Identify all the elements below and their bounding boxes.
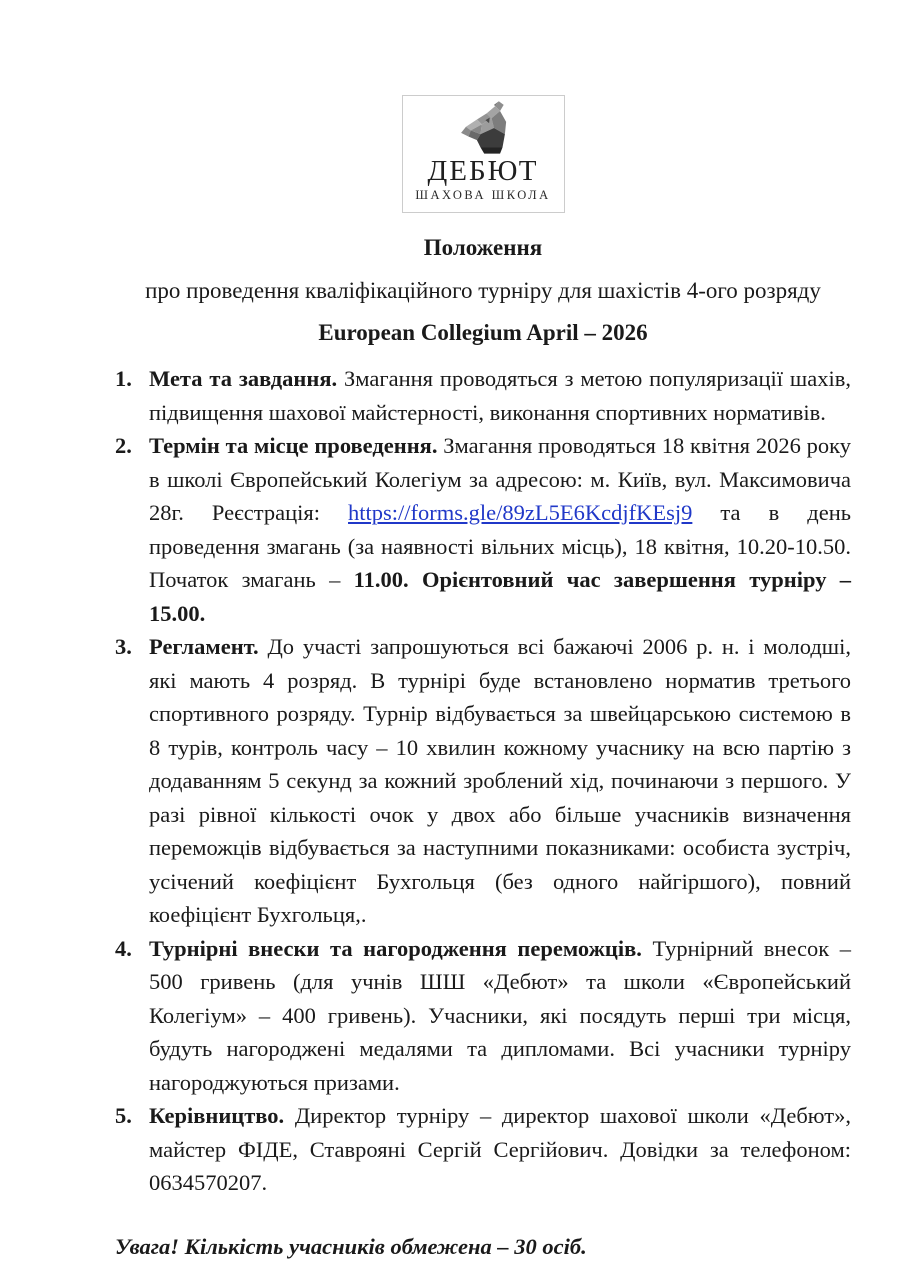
school-logo bbox=[402, 95, 565, 213]
item-text bbox=[149, 429, 851, 630]
item-heading: Керівництво. bbox=[149, 1103, 295, 1128]
item-body: Змагання проводяться з метою популяризації шахів, підвищення шахової майстерності, виконання спортивних нормативів. bbox=[149, 366, 851, 425]
item-body: Директор турніру – директор шахової школи «Дебют», майстер ФІДЕ, Ставрояні Сергій Сергійович. Довідки за телефоном: 0634570207. bbox=[149, 1103, 851, 1195]
list-item-fees-awards bbox=[115, 932, 851, 1100]
item-text bbox=[149, 932, 851, 1100]
item-heading: Регламент. bbox=[149, 634, 268, 659]
item-number: 1. bbox=[115, 366, 132, 391]
list-item-date-place bbox=[115, 429, 851, 630]
item-heading: Мета та завдання. bbox=[149, 366, 345, 391]
logo-name: ДЕБЮТ bbox=[427, 155, 539, 187]
list-item-goals bbox=[115, 362, 851, 429]
logo-tagline: ШАХОВА ШКОЛА bbox=[415, 188, 551, 203]
event-title: European Collegium April – 2026 bbox=[318, 320, 648, 345]
item-text bbox=[149, 362, 851, 429]
item-number: 3. bbox=[115, 634, 132, 659]
regulations-list bbox=[115, 362, 851, 1200]
item-text bbox=[149, 630, 851, 932]
item-number: 2. bbox=[115, 433, 132, 458]
registration-link[interactable]: https://forms.gle/89zL5E6KcdjfKEsj9 bbox=[348, 500, 693, 525]
list-item-rules bbox=[115, 630, 851, 932]
item-body: До участі запрошуються всі бажаючі 2006 р. н. і молодші, які мають 4 розряд. В турнірі буде встановлено норматив третього спортивного розряду. Турнір відбувається за швейцарською системою в 8 турів, контроль часу – 10 хвилин кожному учаснику на всю партію з додаванням 5 секунд за кожний зроблений хід, починаючи з першого. У разі рівної кількості очок у двох або більше учасників визначення переможців відбувається за наступними показниками: особиста зустріч, усічений коефіцієнт Бухгольця (без одного найгіршого), повний коефіцієнт Бухгольця,. bbox=[149, 634, 851, 927]
item-number: 5. bbox=[115, 1103, 132, 1128]
list-item-management bbox=[115, 1099, 851, 1200]
item-number: 4. bbox=[115, 935, 132, 961]
item-body: Змагання проводяться 18 квітня 2026 року в школі Європейський Колегіум за адресою: м. Київ, вул. Максимовича 28г. Реєстрація: bbox=[149, 433, 851, 525]
item-body-bold: 11.00. Орієнтовний час завершення турніру – 15.00. bbox=[149, 567, 851, 626]
item-heading: Термін та місце проведення. bbox=[149, 433, 444, 458]
doc-subtitle: про проведення кваліфікаційного турніру для шахістів 4-ого розряду bbox=[145, 278, 821, 303]
item-body: та в день проведення змагань (за наявності вільних місць), 18 квітня, 10.20-10.50. Початок змагань – bbox=[149, 500, 851, 592]
item-body: Турнірний внесок – 500 гривень (для учнів ШШ «Дебют» та школи «Європейський Колегіум» – 400 гривень). Учасники, які посядуть перші три місця, будуть нагороджені медалями та дипломами. Всі учасники турніру нагороджуються призами. bbox=[149, 935, 851, 1095]
doc-title: Положення bbox=[423, 235, 543, 260]
item-text bbox=[149, 1099, 851, 1200]
chess-knight-icon bbox=[454, 100, 512, 156]
footer-note: Увага! Кількість учасників обмежена – 30 осіб. bbox=[115, 1233, 587, 1259]
item-heading: Турнірні внески та нагородження переможців. bbox=[149, 935, 653, 961]
